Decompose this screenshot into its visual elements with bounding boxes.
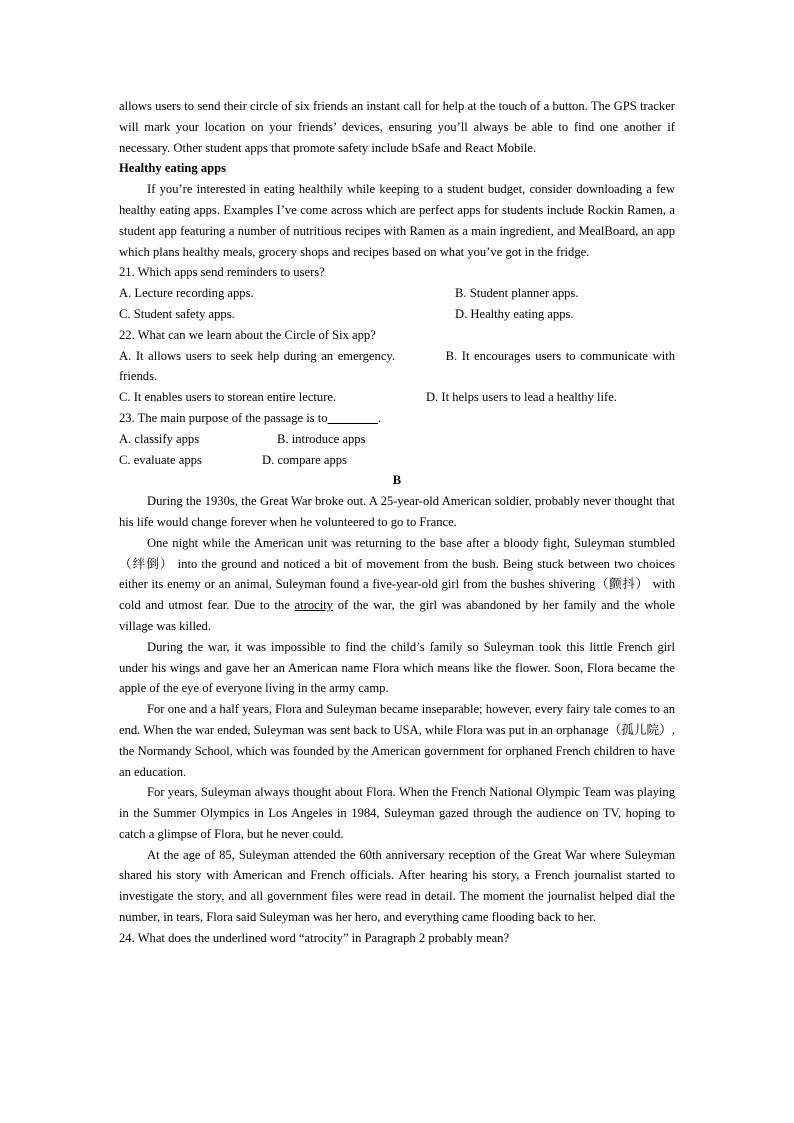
q23-stem-line xyxy=(119,408,675,429)
q23-option-b: B. introduce apps xyxy=(277,431,366,446)
q21-stem: 21. Which apps send reminders to users? xyxy=(119,265,325,280)
intro-paragraph-end: allows users to send their circle of six friends an instant call for help at the touch of a button. The GPS tracker will mark your location on your friends’ devices, ensuring you’ll always be able to find one another if necessary. Other student apps that promote safety include bSafe and React Mobile. xyxy=(119,99,675,155)
q22-option-d: D. It helps users to lead a healthy life. xyxy=(426,390,617,405)
q21-option-c: C. Student safety apps. xyxy=(119,306,235,321)
q23-stem: 23. The main purpose of the passage is to xyxy=(119,410,328,425)
q23-stem-end: . xyxy=(377,410,382,425)
q21-option-d: D. Healthy eating apps. xyxy=(455,306,574,321)
q23-options-row1 xyxy=(119,429,675,450)
q22-options-row2 xyxy=(119,387,675,408)
q21-options-row2 xyxy=(119,304,675,325)
q24-stem: 24. What does the underlined word “atrocity” in Paragraph 2 probably mean? xyxy=(119,930,510,945)
q22-option-b: B. It encourages users to communicate with friends. xyxy=(119,348,675,384)
q22-option-a: A. It allows users to seek help during an emergency. xyxy=(119,348,396,363)
q23-blank: ________ xyxy=(327,410,378,425)
q23-option-d: D. compare apps xyxy=(262,452,347,467)
q21-option-a: A. Lecture recording apps. xyxy=(119,286,254,301)
section-b-heading: B xyxy=(392,473,402,488)
q23-option-c: C. evaluate apps xyxy=(119,452,202,467)
q23-options-row2 xyxy=(119,450,675,471)
passage-b-paragraph-3: During the war, it was impossible to find the child’s family so Suleyman took this little French girl under his wings and gave her an American name Flora which means like the flower. Soon, Flora became the apple of the eye of everyone living in the army camp. xyxy=(119,639,675,696)
q21-options-row1 xyxy=(119,283,675,304)
document-page xyxy=(119,96,675,949)
q22-stem: 22. What can we learn about the Circle of Six app? xyxy=(119,327,376,342)
q22-option-c: C. It enables users to storean entire lecture. xyxy=(119,390,337,405)
passage-b-paragraph-5: For years, Suleyman always thought about Flora. When the French National Olympic Team was playing in the Summer Olympics in Los Angeles in 1984, Suleyman gazed through the audience on TV, hoping to catch a glimpse of Flora, but he never could. xyxy=(119,785,675,841)
heading-healthy-eating: Healthy eating apps xyxy=(119,161,227,176)
paragraph-2-part2: of the war, the girl was abandoned by her family and the whole village was killed. xyxy=(119,598,675,633)
paragraph-2-part1: One night while the American unit was returning to the base after a bloody fight, Suleyman stumbled（绊倒） into the ground and noticed a bit of movement from the bush. Being stuck between two choices either its enemy or an animal, Suleyman found a five-year-old girl from the bushes shivering（颤抖） with cold and utmost fear. Due to the xyxy=(119,535,675,613)
healthy-eating-paragraph: If you’re interested in eating healthily while keeping to a student budget, consider downloading a few healthy eating apps. Examples I’ve come across which are perfect apps for students include Rockin Ramen, a student app featuring a number of nutritious recipes with Ramen as a main ingredient, and MealBoard, an app which plans healthy meals, grocery shops and recipes based on what you’ve got in the fridge. xyxy=(119,182,675,259)
passage-b-paragraph-1: During the 1930s, the Great War broke out. A 25-year-old American soldier, probably never thought that his life would change forever when he volunteered to go to France. xyxy=(119,494,675,529)
passage-b-paragraph-4: For one and a half years, Flora and Suleyman became inseparable; however, every fairy tale comes to an end. When the war ended, Suleyman was sent back to USA, while Flora was put in an orphanage（孤儿院）, the Normandy School, which was founded by the American government for orphaned French children to have an education. xyxy=(119,702,675,779)
q21-option-b: B. Student planner apps. xyxy=(455,286,579,301)
q23-option-a: A. classify apps xyxy=(119,431,200,446)
passage-b-paragraph-2 xyxy=(119,533,675,637)
q22-options-ab xyxy=(119,346,675,388)
underlined-word-atrocity: atrocity xyxy=(294,598,334,613)
passage-b-paragraph-6: At the age of 85, Suleyman attended the 60th anniversary reception of the Great War where Suleyman shared his story with American and French officials. After hearing his story, a French journalist started to investigate the story, and all government files were read in detail. The moment the journalist helped dial the number, in tears, Flora said Suleyman was her hero, and everything came flooding back to her. xyxy=(119,847,675,925)
